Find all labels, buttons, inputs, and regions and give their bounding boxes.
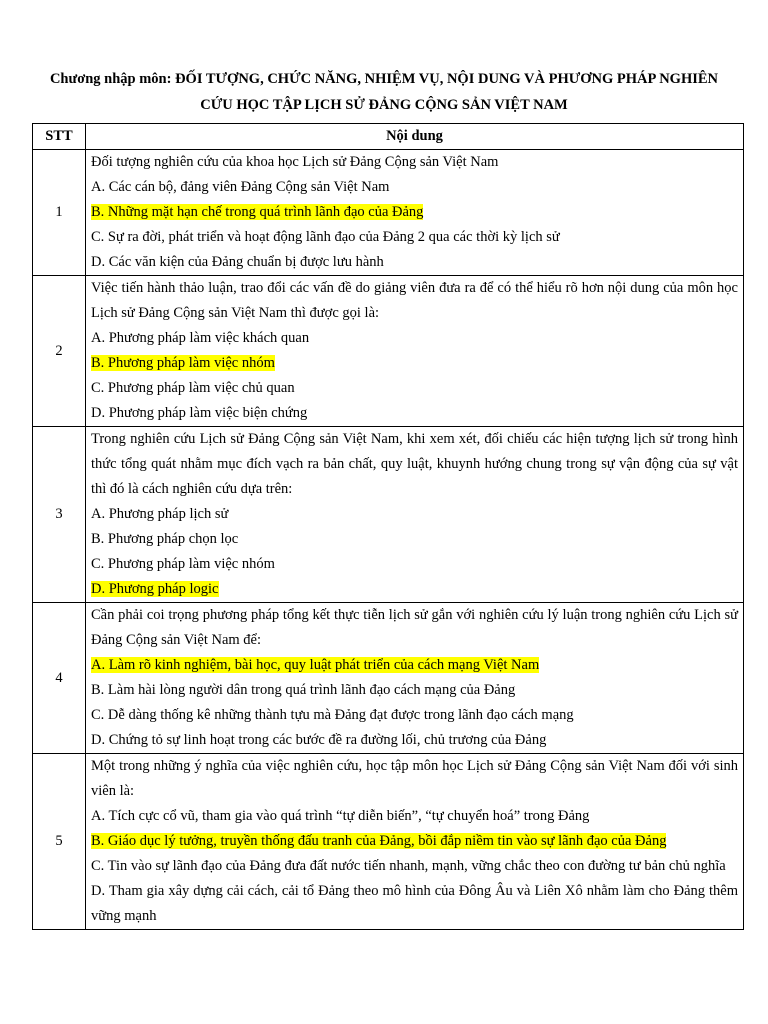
question-cell <box>86 276 744 427</box>
question-text: Đối tượng nghiên cứu của khoa học Lịch sử Đảng Cộng sản Việt Nam <box>91 154 499 170</box>
table-row <box>33 603 744 754</box>
answer-option: D. Tham gia xây dựng cải cách, cải tổ Đảng theo mô hình của Đông Âu và Liên Xô nhằm làm cho Đảng thêm vững mạnh <box>91 883 738 924</box>
answer-option: C. Sự ra đời, phát triển và hoạt động lãnh đạo của Đảng 2 qua các thời kỳ lịch sử <box>91 229 560 245</box>
row-number: 5 <box>33 754 86 930</box>
answer-option-correct: B. Phương pháp làm việc nhóm <box>91 355 275 371</box>
header-content: Nội dung <box>86 124 744 150</box>
answer-option: A. Tích cực cổ vũ, tham gia vào quá trình “tự diễn biến”, “tự chuyển hoá” trong Đảng <box>91 808 590 824</box>
title-line-2: CỨU HỌC TẬP LỊCH SỬ ĐẢNG CỘNG SẢN VIỆT NAM <box>200 97 568 113</box>
header-stt: STT <box>33 124 86 150</box>
table-row <box>33 427 744 603</box>
answer-option-correct: D. Phương pháp logic <box>91 581 219 597</box>
title-line-1: Chương nhập môn: ĐỐI TƯỢNG, CHỨC NĂNG, NHIỆM VỤ, NỘI DUNG VÀ PHƯƠNG PHÁP NGHIÊN <box>49 71 719 87</box>
row-number: 2 <box>33 276 86 427</box>
answer-option-correct: A. Làm rõ kinh nghiệm, bài học, quy luật phát triển của cách mạng Việt Nam <box>91 657 540 673</box>
question-text: Trong nghiên cứu Lịch sử Đảng Cộng sản Việt Nam, khi xem xét, đối chiếu các hiện tượng lịch sử trong hình thức tổng quát nhằm mục đích vạch ra bản chất, quy luật, khuynh hướng chung trong sự vận động của sự vật thì đó là cách nghiên cứu dựa trên: <box>91 431 738 497</box>
answer-option: A. Phương pháp làm việc khách quan <box>91 330 310 346</box>
answer-option: D. Phương pháp làm việc biện chứng <box>91 405 308 421</box>
row-number: 1 <box>33 150 86 276</box>
document-title <box>30 66 738 118</box>
row-number: 4 <box>33 603 86 754</box>
row-number: 3 <box>33 427 86 603</box>
answer-option: A. Các cán bộ, đảng viên Đảng Cộng sản Việt Nam <box>91 179 390 195</box>
table-row <box>33 276 744 427</box>
answer-option: D. Chứng tỏ sự linh hoạt trong các bước đề ra đường lối, chủ trương của Đảng <box>91 732 547 748</box>
answer-option: B. Làm hài lòng người dân trong quá trình lãnh đạo cách mạng của Đảng <box>91 682 516 698</box>
answer-option-correct: B. Những mặt hạn chế trong quá trình lãnh đạo của Đảng <box>91 204 424 220</box>
question-text: Cần phải coi trọng phương pháp tổng kết thực tiễn lịch sử gắn với nghiên cứu lý luận trong nghiên cứu Lịch sử Đảng Cộng sản Việt Nam để: <box>91 607 738 648</box>
question-text: Việc tiến hành thảo luận, trao đổi các vấn đề do giảng viên đưa ra để có thể hiểu rõ hơn nội dung của môn học Lịch sử Đảng Cộng sản Việt Nam thì được gọi là: <box>91 280 738 321</box>
table-header-row <box>33 124 744 150</box>
answer-option: C. Phương pháp làm việc chủ quan <box>91 380 295 396</box>
answer-option: B. Phương pháp chọn lọc <box>91 531 239 547</box>
question-cell <box>86 754 744 930</box>
question-cell <box>86 150 744 276</box>
question-text: Một trong những ý nghĩa của việc nghiên cứu, học tập môn học Lịch sử Đảng Cộng sản Việt Nam đối với sinh viên là: <box>91 758 738 799</box>
question-cell <box>86 427 744 603</box>
answer-option: C. Tin vào sự lãnh đạo của Đảng đưa đất nước tiến nhanh, mạnh, vững chắc theo con đường tư bản chủ nghĩa <box>91 858 726 874</box>
answer-option: C. Dễ dàng thống kê những thành tựu mà Đảng đạt được trong lãnh đạo cách mạng <box>91 707 574 723</box>
answer-option: A. Phương pháp lịch sử <box>91 506 229 522</box>
table-row <box>33 754 744 930</box>
question-cell <box>86 603 744 754</box>
answer-option: C. Phương pháp làm việc nhóm <box>91 556 275 572</box>
table-row <box>33 150 744 276</box>
answer-option: D. Các văn kiện của Đảng chuẩn bị được lưu hành <box>91 254 384 270</box>
question-table <box>32 123 744 930</box>
answer-option-correct: B. Giáo dục lý tưởng, truyền thống đấu tranh của Đảng, bồi đắp niềm tin vào sự lãnh đạo của Đảng <box>91 833 667 849</box>
